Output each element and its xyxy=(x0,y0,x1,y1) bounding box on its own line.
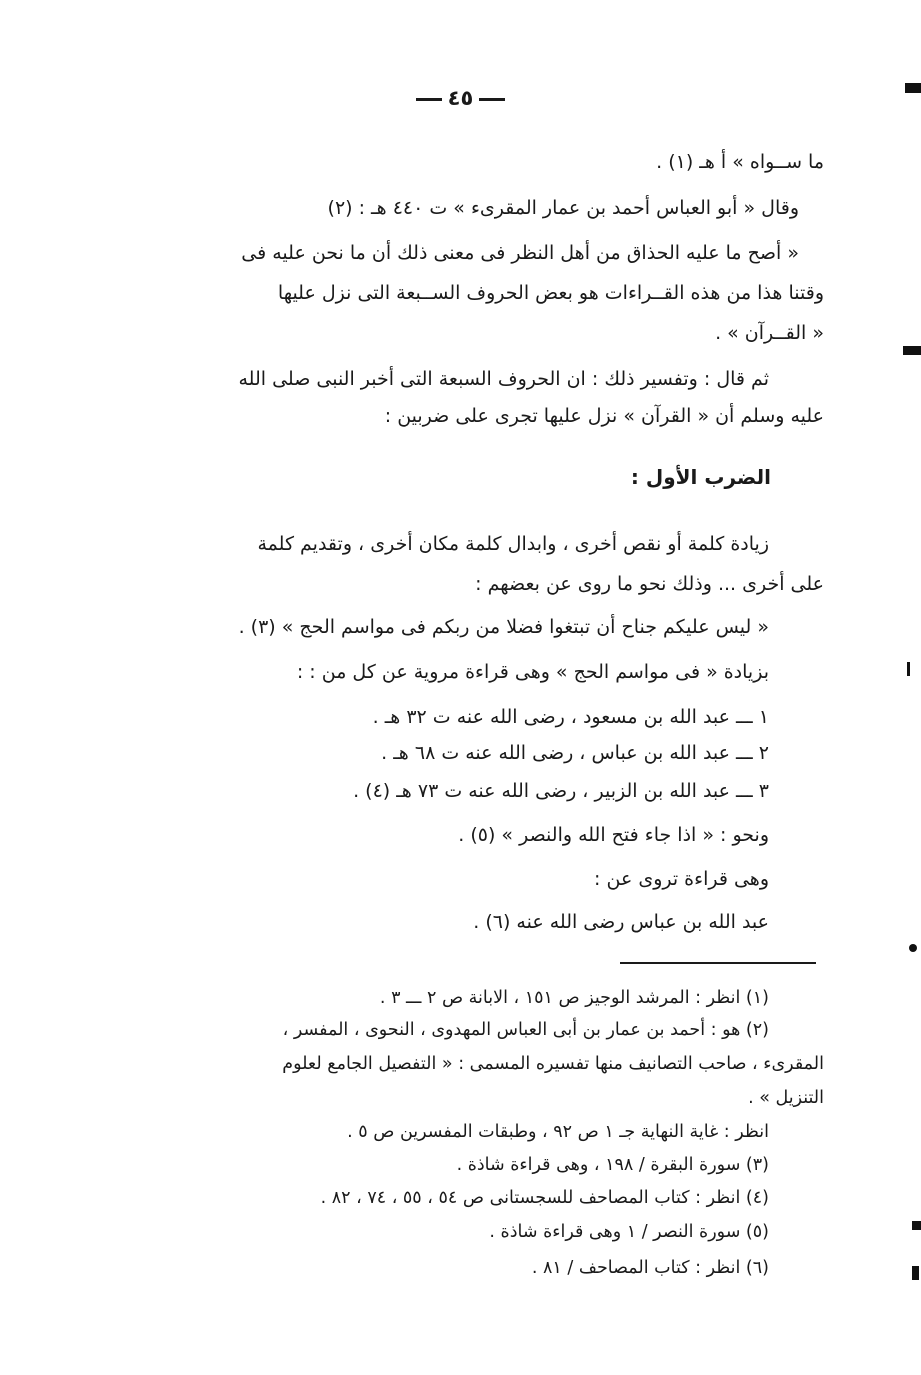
list-item-1: ١ ـــ عبد الله بن مسعود ، رضى الله عنه ت ٣٢ هـ . xyxy=(372,706,769,728)
scan-mark xyxy=(905,83,921,93)
footnote-3: (٣) سورة البقرة / ١٩٨ ، وهى قراءة شاذة . xyxy=(456,1155,769,1175)
list-item-2: ٢ ـــ عبد الله بن عباس ، رضى الله عنه ت ٦٨ هـ . xyxy=(381,742,769,764)
footnote-2-cont-2: التنزيل » . xyxy=(748,1088,824,1108)
scan-mark xyxy=(912,1221,921,1230)
body-line-16: ونحو : « اذا جاء فتح الله والنصر » (٥) . xyxy=(458,824,769,846)
body-line-9: زيادة كلمة أو نقص أخرى ، وابدال كلمة مكان أخرى ، وتقديم كلمة xyxy=(257,533,769,555)
footnote-1: (١) انظر : المرشد الوجيز ص ١٥١ ، الابانة ص ٢ ـــ ٣ . xyxy=(379,988,769,1008)
body-line-10: على أخرى ... وذلك نحو ما روى عن بعضهم : xyxy=(475,573,824,595)
dash-left xyxy=(479,98,505,101)
body-line-5: « القــرآن » . xyxy=(715,322,824,344)
footnote-6: (٦) انظر : كتاب المصاحف / ٨١ . xyxy=(531,1258,769,1278)
body-line-3: « أصح ما عليه الحذاق من أهل النظر فى معنى ذلك أن ما نحن عليه فى xyxy=(241,242,799,264)
page-number-text: ٤٥ xyxy=(447,86,474,110)
body-line-6: ثم قال : وتفسير ذلك : ان الحروف السبعة التى أخبر النبى صلى الله xyxy=(238,368,769,390)
body-line-1: ما ســواه » أ هـ (١) . xyxy=(656,151,824,173)
scan-mark xyxy=(907,662,910,676)
body-line-17: وهى قراءة تروى عن : xyxy=(594,868,769,890)
body-line-12: بزيادة « فى مواسم الحج » وهى قراءة مروية عن كل من : : xyxy=(296,661,769,683)
scan-mark xyxy=(903,346,921,355)
section-heading: الضرب الأول : xyxy=(630,465,771,489)
footnote-4: (٤) انظر : كتاب المصاحف للسجستانى ص ٥٤ ، ٥٥ ، ٧٤ ، ٨٢ . xyxy=(320,1188,769,1208)
page-number xyxy=(0,86,921,110)
body-line-7: عليه وسلم أن « القرآن » نزل عليها تجرى على ضربين : xyxy=(384,405,824,427)
scan-mark xyxy=(909,944,917,952)
dash-right xyxy=(416,98,442,101)
footnote-2-ref: انظر : غاية النهاية جـ ١ ص ٩٢ ، وطبقات المفسرين ص ٥ . xyxy=(347,1122,769,1142)
body-line-11: « ليس عليكم جناح أن تبتغوا فضلا من ربكم فى مواسم الحج » (٣) . xyxy=(238,616,769,638)
scan-mark xyxy=(912,1266,919,1280)
body-line-18: عبد الله بن عباس رضى الله عنه (٦) . xyxy=(473,911,769,933)
footnote-5: (٥) سورة النصر / ١ وهى قراءة شاذة . xyxy=(489,1222,769,1242)
body-line-2: وقال « أبو العباس أحمد بن عمار المقرىء » ت ٤٤٠ هـ : (٢) xyxy=(327,197,799,219)
list-item-3: ٣ ـــ عبد الله بن الزبير ، رضى الله عنه ت ٧٣ هـ (٤) . xyxy=(353,780,769,802)
footnote-2-cont-1: المقرىء ، صاحب التصانيف منها تفسيره المسمى : « التفصيل الجامع لعلوم xyxy=(282,1054,824,1074)
footnote-separator xyxy=(620,962,816,964)
footnote-2: (٢) هو : أحمد بن عمار بن أبى العباس المهدوى ، النحوى ، المفسر ، xyxy=(282,1020,769,1040)
body-line-4: وقتنا هذا من هذه القــراءات هو بعض الحروف الســبعة التى نزل عليها xyxy=(277,282,824,304)
